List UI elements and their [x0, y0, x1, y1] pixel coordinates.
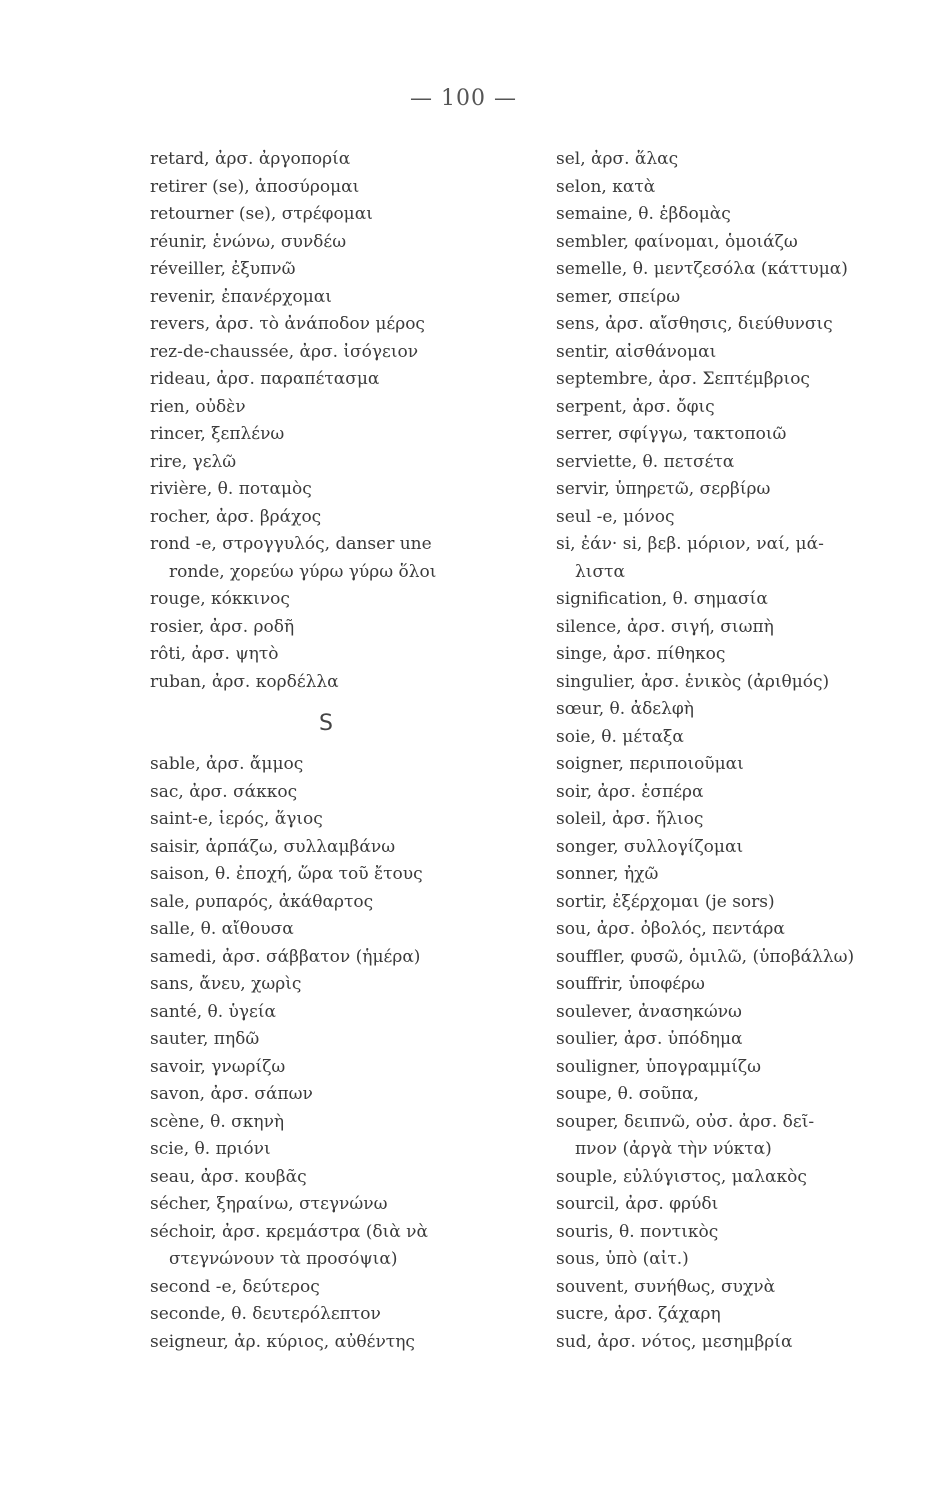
dictionary-entry: servir, ὑπηρετῶ, σερβίρω: [556, 479, 771, 499]
dictionary-entry: retourner (se), στρέφομαι: [150, 204, 373, 224]
left-column: [150, 146, 522, 1356]
dictionary-entry: rocher, ἀρσ. βράχος: [150, 506, 322, 527]
dictionary-entry: rivière, θ. ποταμὸς: [150, 479, 312, 499]
dictionary-entry: revers, ἀρσ. τὸ ἀνάποδον μέρος: [150, 314, 425, 334]
dictionary-entry: semelle, θ. μεντζεσόλα (κάττυμα): [556, 259, 848, 279]
dictionary-entry: soir, ἀρσ. ἑσπέρα: [556, 781, 704, 802]
dictionary-entry: souligner, ὑπογραμμίζω: [556, 1056, 761, 1077]
dictionary-entry: sous, ὑπὸ (αἰτ.): [556, 1249, 689, 1269]
dictionary-entry: sucre, ἀρσ. ζάχαρη: [556, 1304, 721, 1324]
dictionary-entry: scie, θ. πριόνι: [150, 1139, 271, 1159]
dictionary-entry: septembre, ἀρσ. Σεπτέμβριος: [556, 369, 810, 389]
dictionary-entry: souris, θ. ποντικὸς: [556, 1221, 719, 1242]
dictionary-entry: sel, ἀρσ. ἅλας: [556, 149, 679, 169]
dictionary-entry: soigner, περιποιοῦμαι: [556, 754, 744, 774]
dictionary-entry: scène, θ. σκηνὴ: [150, 1111, 285, 1132]
dictionary-entry: signification, θ. σημασία: [556, 589, 768, 609]
dictionary-entry: soulever, ἀνασηκώνω: [556, 1001, 742, 1022]
dictionary-entry: samedi, ἀρσ. σάββατον (ἡμέρα): [150, 946, 421, 967]
dictionary-entry: second -e, δεύτερος: [150, 1276, 320, 1297]
dictionary-entry: serviette, θ. πετσέτα: [556, 451, 735, 472]
dictionary-entry: sécher, ξηραίνω, στεγνώνω: [150, 1194, 388, 1214]
dictionary-entry: songer, συλλογίζομαι: [556, 836, 744, 857]
dictionary-entry: sac, ἀρσ. σάκκος: [150, 781, 298, 802]
dictionary-entry: saison, θ. ἐποχή, ὥρα τοῦ ἔτους: [150, 864, 423, 884]
dictionary-entry: sentir, αἰσθάνομαι: [556, 341, 717, 362]
dictionary-entry: sens, ἀρσ. αἴσθησις, διεύθυνσις: [556, 314, 833, 334]
dictionary-entry: serpent, ἀρσ. ὄφις: [556, 396, 715, 417]
dictionary-entry: rien, οὐδὲν: [150, 396, 246, 417]
dictionary-entry: sourcil, ἀρσ. φρύδι: [556, 1194, 719, 1214]
dictionary-entry: soupe, θ. σοῦπα,: [556, 1084, 699, 1104]
dictionary-entry: retirer (se), ἀποσύρομαι: [150, 176, 360, 197]
dictionary-entry: réunir, ἑνώνω, συνδέω: [150, 231, 347, 252]
dictionary-entry: sud, ἀρσ. νότος, μεσημβρία: [556, 1331, 793, 1352]
dictionary-entry: souffrir, ὑποφέρω: [556, 974, 705, 994]
dictionary-entry: seul -e, μόνος: [556, 506, 675, 527]
dictionary-entry: sonner, ἠχῶ: [556, 864, 659, 884]
dictionary-entry: saint-e, ἱερός, ἅγιος: [150, 809, 323, 829]
dictionary-entry: rôti, ἀρσ. ψητὸ: [150, 644, 279, 664]
dictionary-entry: saisir, ἁρπάζω, συλλαμβάνω: [150, 836, 396, 857]
dictionary-entry: selon, κατὰ: [556, 176, 656, 197]
dictionary-entry: serrer, σφίγγω, τακτοποιῶ: [556, 424, 787, 444]
dictionary-entry: souffler, φυσῶ, ὁμιλῶ, (ὑποβάλλω): [556, 946, 855, 967]
dictionary-entry: savon, ἀρσ. σάπων: [150, 1084, 313, 1104]
dictionary-entry: soulier, ἀρσ. ὑπόδημα: [556, 1029, 743, 1049]
page-number: — 100 —: [410, 86, 517, 111]
dictionary-entry: seau, ἀρσ. κουβᾶς: [150, 1166, 307, 1187]
dictionary-entry: revenir, ἐπανέρχομαι: [150, 286, 332, 307]
dictionary-entry: seigneur, ἀρ. κύριος, αὐθέντης: [150, 1331, 415, 1352]
dictionary-entry-continuation: λιστα: [575, 561, 625, 582]
dictionary-entry: rideau, ἀρσ. παραπέτασμα: [150, 369, 380, 389]
dictionary-entry: santé, θ. ὑγεία: [150, 1001, 276, 1022]
dictionary-entry: silence, ἀρσ. σιγή, σιωπὴ: [556, 616, 774, 637]
dictionary-entry: seconde, θ. δευτερόλεπτον: [150, 1304, 381, 1324]
dictionary-entry: souvent, συνήθως, συχνὰ: [556, 1276, 776, 1297]
dictionary-entry: soleil, ἀρσ. ἥλιος: [556, 809, 704, 829]
dictionary-entry: souple, εὐλύγιστος, μαλακὸς: [556, 1166, 807, 1187]
dictionary-entry: sou, ἀρσ. ὀβολός, πεντάρα: [556, 919, 785, 939]
right-column: [556, 146, 927, 1356]
dictionary-entry: ruban, ἀρσ. κορδέλλα: [150, 671, 339, 692]
dictionary-entry: sortir, ἐξέρχομαι (je sors): [556, 891, 775, 912]
dictionary-entry: soie, θ. μέταξα: [556, 726, 684, 747]
dictionary-entry: sauter, πηδῶ: [150, 1029, 260, 1049]
dictionary-entry: savoir, γνωρίζω: [150, 1056, 286, 1077]
section-letter: S: [319, 711, 333, 736]
dictionary-entry: retard, ἀρσ. ἀργοπορία: [150, 149, 351, 169]
dictionary-entry: sale, ρυπαρός, ἀκάθαρτος: [150, 891, 374, 912]
dictionary-entry: sans, ἄνευ, χωρὶς: [150, 974, 302, 994]
dictionary-entry: si, ἐάν· si, βεβ. μόριον, ναί, μά-: [556, 534, 824, 554]
dictionary-entry: semaine, θ. ἑβδομὰς: [556, 204, 731, 224]
dictionary-entry: rez-de-chaussée, ἀρσ. ἰσόγειον: [150, 341, 419, 362]
dictionary-entry: réveiller, ἐξυπνῶ: [150, 259, 296, 279]
dictionary-entry: rond -e, στρογγυλός, danser une: [150, 534, 432, 554]
dictionary-entry: sœur, θ. ἀδελφὴ: [556, 699, 694, 719]
dictionary-entry-continuation: στεγνώνουν τὰ προσόψια): [169, 1249, 398, 1269]
dictionary-entry: souper, δειπνῶ, οὐσ. ἀρσ. δεῖ-: [556, 1111, 815, 1132]
dictionary-entry: salle, θ. αἴθουσα: [150, 919, 294, 939]
dictionary-entry: séchoir, ἀρσ. κρεμάστρα (διὰ νὰ: [150, 1221, 428, 1242]
dictionary-entry: semer, σπείρω: [556, 286, 681, 307]
dictionary-entry: rire, γελῶ: [150, 451, 237, 472]
dictionary-entry-continuation: ronde, χορεύω γύρω γύρω ὅλοι: [169, 561, 437, 582]
dictionary-entry: sable, ἀρσ. ἄμμος: [150, 754, 304, 774]
dictionary-entry: rosier, ἀρσ. ροδῆ: [150, 616, 295, 637]
dictionary-entry: rincer, ξεπλένω: [150, 424, 285, 444]
dictionary-entry: rouge, κόκκινος: [150, 589, 290, 609]
dictionary-entry: singulier, ἀρσ. ἑνικὸς (ἀριθμός): [556, 671, 830, 692]
dictionary-entry: singe, ἀρσ. πίθηκος: [556, 644, 726, 664]
dictionary-entry-continuation: πνον (ἀργὰ τὴν νύκτα): [575, 1139, 772, 1159]
dictionary-entry: sembler, φαίνομαι, ὁμοιάζω: [556, 231, 798, 252]
